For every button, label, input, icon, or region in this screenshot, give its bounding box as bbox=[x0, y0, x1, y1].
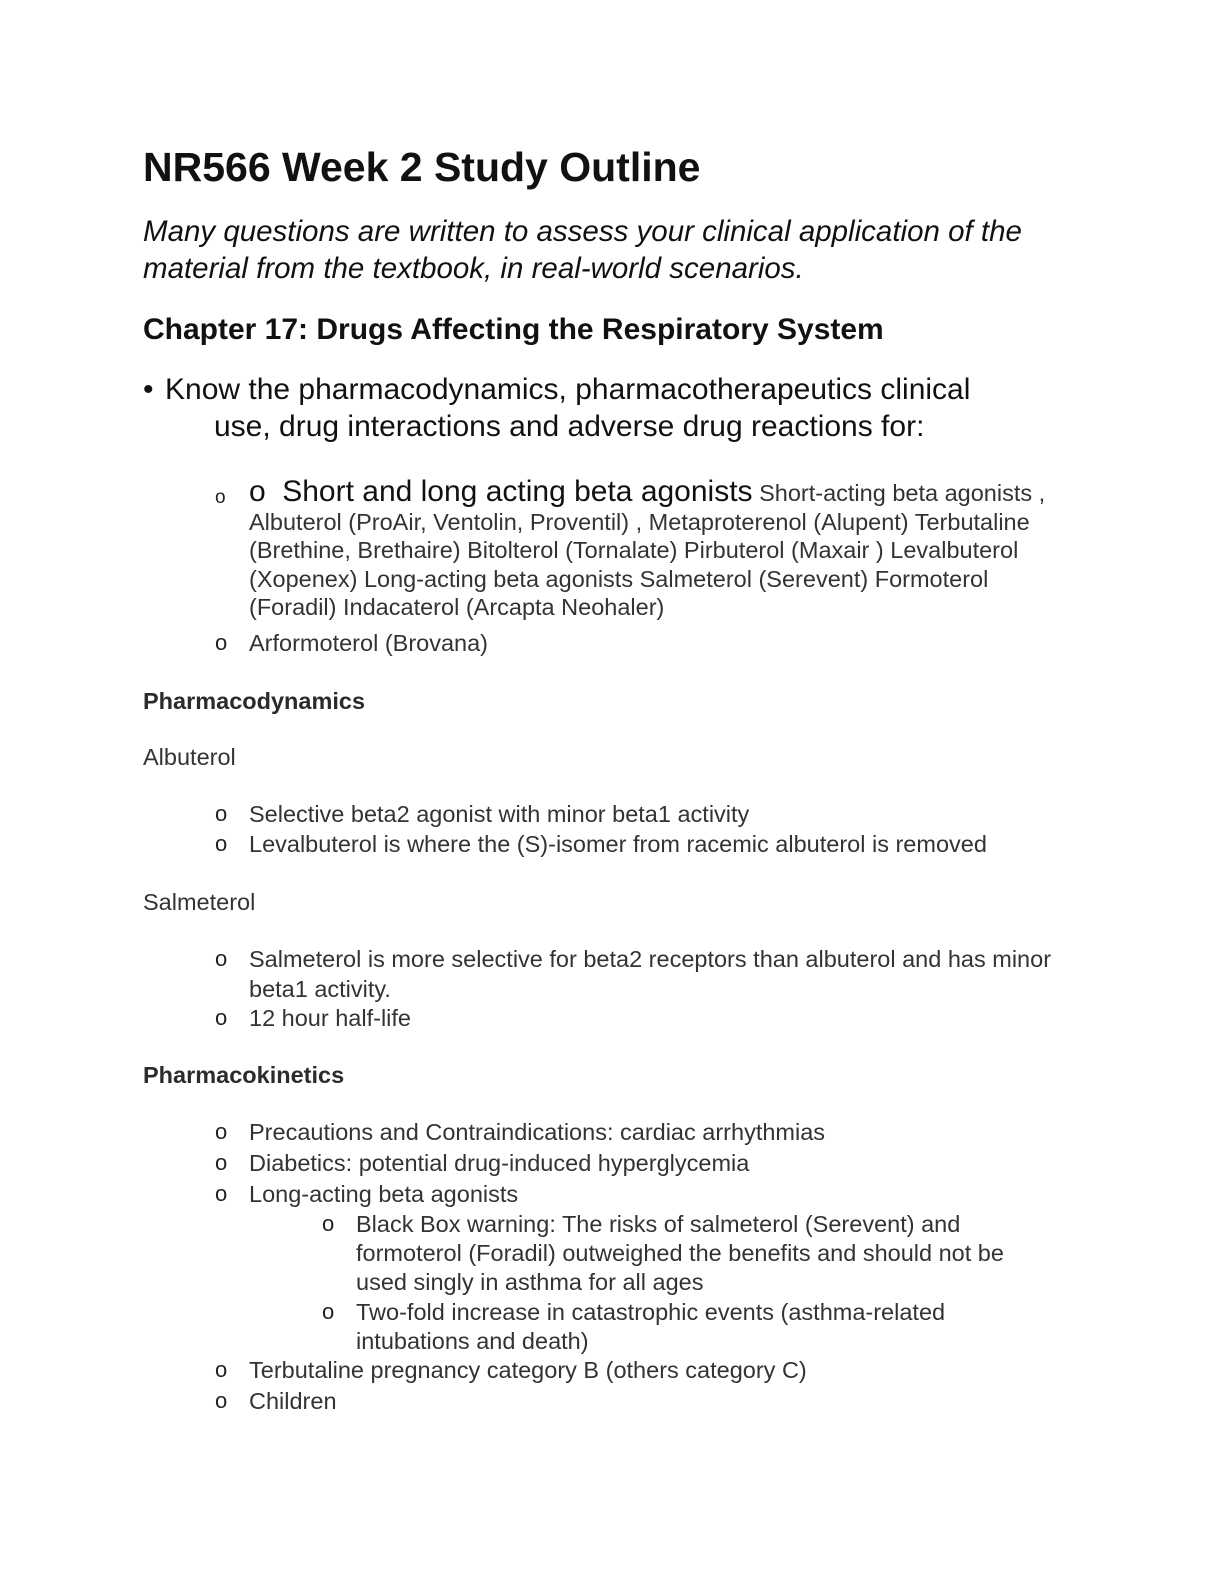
list-item: Levalbuterol is where the (S)-isomer from racemic albuterol is removed bbox=[249, 831, 987, 857]
pharmacokinetics-heading: Pharmacokinetics bbox=[143, 1062, 345, 1088]
beta-agonists-heading: Short and long acting beta agonists bbox=[282, 475, 753, 508]
list-marker: o bbox=[215, 801, 228, 826]
albuterol-label: Albuterol bbox=[143, 744, 236, 770]
sub-list-marker: o bbox=[322, 1299, 335, 1324]
list-marker: o bbox=[215, 1119, 228, 1144]
bullet-marker: • bbox=[143, 373, 154, 406]
main-bullet-line1: Know the pharmacodynamics, pharmacotherapeutics clinical bbox=[165, 373, 971, 406]
pharmacodynamics-heading: Pharmacodynamics bbox=[143, 688, 366, 714]
sub-list-item: Black Box warning: The risks of salmeterol (Serevent) and formoterol (Foradil) outweighed the benefits and should not be used singly in asthma for all ages bbox=[356, 1211, 1004, 1295]
sub-list-marker: o bbox=[322, 1211, 335, 1236]
list-item: Precautions and Contraindications: cardiac arrhythmias bbox=[249, 1119, 826, 1145]
list-marker: o bbox=[215, 1181, 228, 1206]
list-item: Long-acting beta agonists bbox=[249, 1181, 519, 1207]
list-item: Selective beta2 agonist with minor beta1 activity bbox=[249, 801, 750, 827]
page-subtitle: Many questions are written to assess your clinical application of the material from the textbook, in real-world scenarios. bbox=[143, 215, 1022, 285]
chapter-heading: Chapter 17: Drugs Affecting the Respiratory System bbox=[143, 313, 884, 346]
beta-agonists-item bbox=[249, 475, 1069, 622]
main-bullet-line2: use, drug interactions and adverse drug reactions for: bbox=[214, 410, 925, 443]
list-marker: o bbox=[215, 487, 226, 508]
list-marker: o bbox=[215, 1357, 228, 1382]
salmeterol-label: Salmeterol bbox=[143, 889, 256, 915]
list-marker: o bbox=[215, 946, 228, 971]
page-title: NR566 Week 2 Study Outline bbox=[143, 144, 701, 190]
inline-list-marker: o bbox=[249, 475, 266, 508]
list-item: Diabetics: potential drug-induced hyperglycemia bbox=[249, 1150, 750, 1176]
list-marker: o bbox=[215, 831, 228, 856]
list-marker: o bbox=[215, 1005, 228, 1030]
list-marker: o bbox=[215, 1388, 228, 1413]
list-marker: o bbox=[215, 1150, 228, 1175]
list-item: Terbutaline pregnancy category B (others category C) bbox=[249, 1357, 807, 1383]
list-marker: o bbox=[215, 630, 228, 655]
list-item: 12 hour half-life bbox=[249, 1005, 411, 1031]
sub-list-item: Two-fold increase in catastrophic events (asthma-related intubations and death) bbox=[356, 1299, 946, 1354]
list-item: Salmeterol is more selective for beta2 receptors than albuterol and has minor beta1 activity. bbox=[249, 946, 1052, 1002]
beta-agonists-text: Short-acting beta agonists , Albuterol (ProAir, Ventolin, Proventil) , Metaproterenol (Alupent) Terbutaline (Brethine, Brethaire) Bitolterol (Tornalate) Pirbuterol (Maxair ) Levalbuterol (Xopenex) Long-acting beta agonists Salmeterol (Serevent) Formoterol (Foradil) Indacaterol (Arcapta Neohaler) bbox=[249, 480, 1046, 620]
list-item: Children bbox=[249, 1388, 337, 1414]
list-item: Arformoterol (Brovana) bbox=[249, 630, 488, 656]
